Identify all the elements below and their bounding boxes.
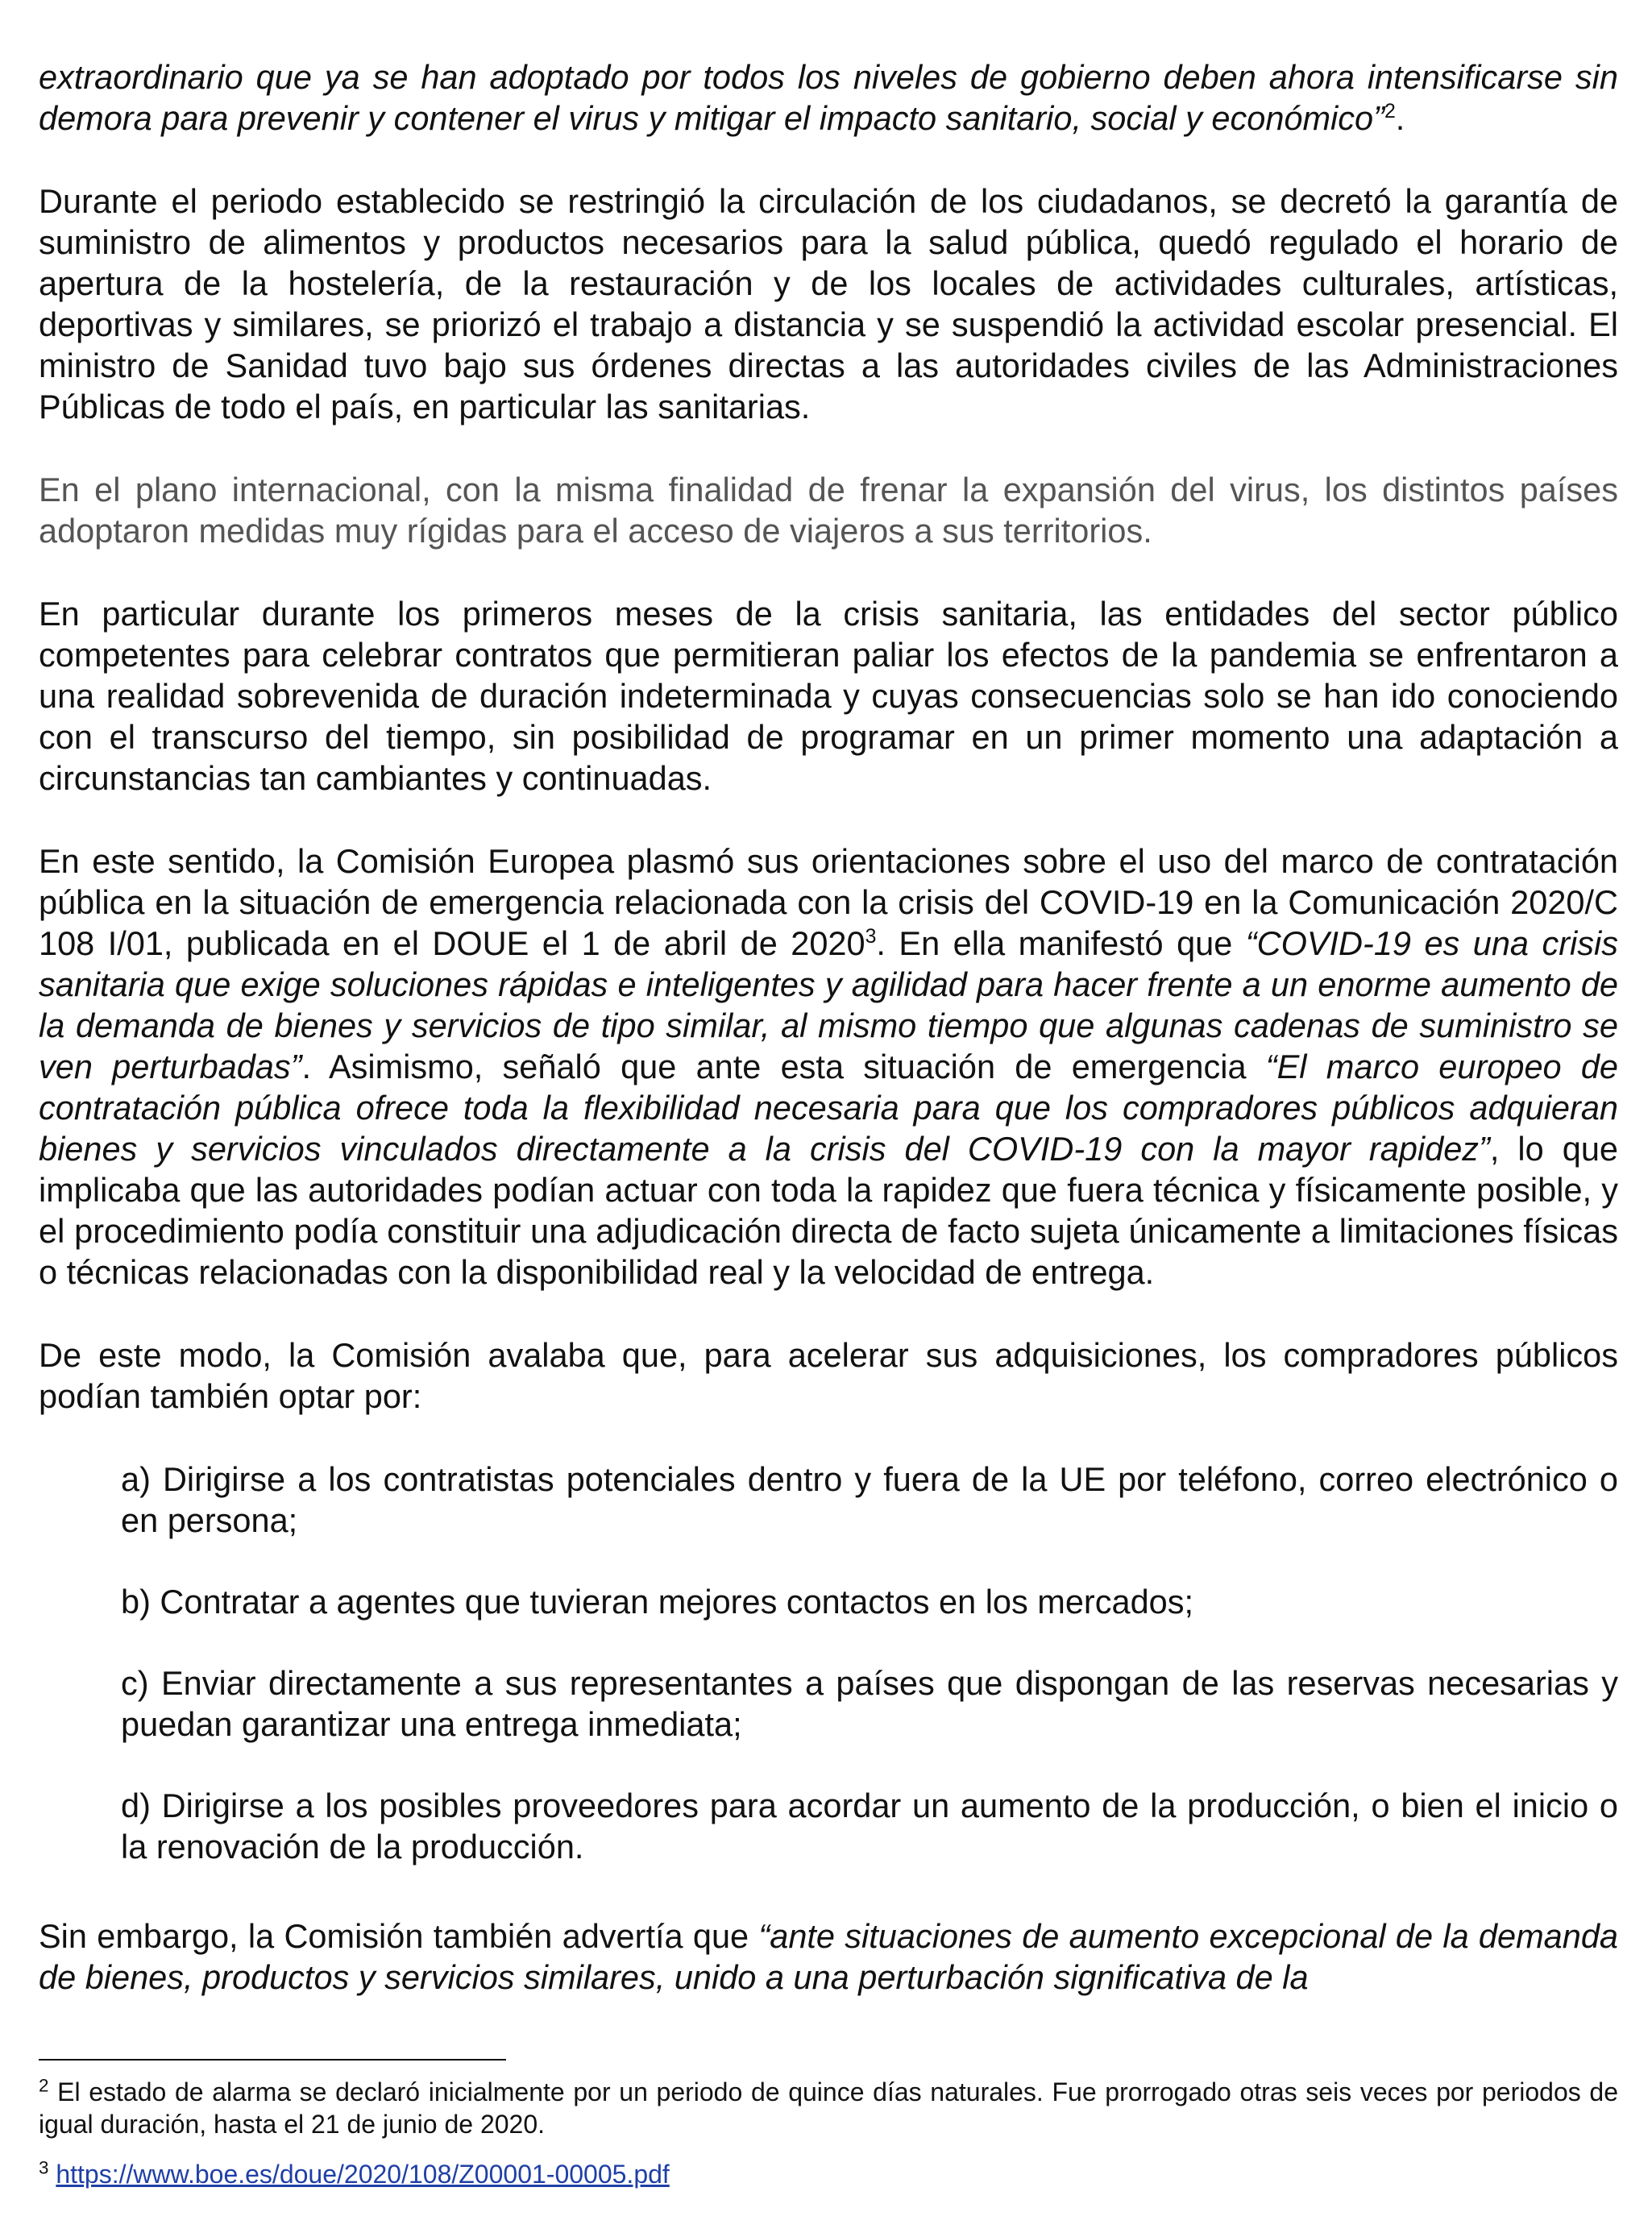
- footnote-number: 3: [39, 2157, 49, 2178]
- footnote-separator: [39, 2059, 506, 2061]
- options-list: [39, 1459, 1618, 1867]
- italic-quote: “COVID-19 es una crisis sanitaria que exige soluciones rápidas e inteligentes y agilidad para hacer frente a un enorme aumento de la demanda de bienes y servicios de tipo similar, al mismo tiempo que algunas cadenas de suministro se ven perturbadas”: [39, 924, 1618, 1085]
- italic-quote: “El marco europeo de contratación pública ofrece toda la flexibilidad necesaria para que los compradores públicos adquieran bienes y servicios vinculados directamente a la crisis del COVID-19 con la mayor rapidez”: [39, 1048, 1619, 1168]
- paragraph-however: Sin embargo, la Comisión también advertía que “ante situaciones de aumento excepcional de la demanda de bienes, productos y servicios similares, unido a una perturbación significativa de la: [39, 1917, 1618, 1996]
- footnotes: [39, 2076, 1618, 2208]
- paragraph-first-months: En particular durante los primeros meses de la crisis sanitaria, las entidades del sector público competentes para celebrar contratos que permitieran paliar los efectos de la pandemia se enfrentaron a una realidad sobrevenida de duración indeterminada y cuyas consecuencias solo se han ido conociendo con el transcurso del tiempo, sin posibilidad de programar en un primer momento una adaptación a circunstancias tan cambiantes y continuadas.: [39, 595, 1618, 797]
- footnote-3: [39, 2158, 1618, 2190]
- list-item: b) Contratar a agentes que tuvieran mejores contactos en los mercados;: [121, 1583, 1194, 1621]
- footnote-2: $^2$ El estado de alarma se declaró inicialmente por un periodo de quince días naturales. Fue prorrogado otras seis veces por periodos de igual duración, hasta el 21 de junio de 2020.: [39, 2075, 1618, 2139]
- list-item: d) Dirigirse a los posibles proveedores para acordar un aumento de la producción, o bien el inicio o la renovación de la producción.: [121, 1787, 1618, 1866]
- boe-link[interactable]: https://www.boe.es/doue/2020/108/Z00001-00005.pdf: [56, 2160, 670, 2189]
- italic-quote: “ante situaciones de aumento excepcional de la demanda de bienes, productos y servicios similares, unido a una perturbación significativa de la: [39, 1917, 1618, 1996]
- footnote-number: 2: [39, 2075, 49, 2096]
- paragraph-international: En el plano internacional, con la misma finalidad de frenar la expansión del virus, los distintos países adoptaron medidas muy rígidas para el acceso de viajeros a sus territorios.: [39, 471, 1618, 550]
- paragraph-options-intro: De este modo, la Comisión avalaba que, para acelerar sus adquisiciones, los compradores públicos podían también optar por:: [39, 1336, 1618, 1415]
- paragraph-restrictions: Durante el periodo establecido se restringió la circulación de los ciudadanos, se decretó la garantía de suministro de alimentos y productos necesarios para la salud pública, quedó regulado el horario de apertura de la hostelería, de la restauración y de los locales de actividades culturales, artísticas, deportivas y similares, se priorizó el trabajo a distancia y se suspendió la actividad escolar presencial. El ministro de Sanidad tuvo bajo sus órdenes directas a las autoridades civiles de las Administraciones Públicas de todo el país, en particular las sanitarias.: [39, 182, 1618, 425]
- paragraph-quote-continuation: extraordinario que ya se han adoptado por todos los niveles de gobierno deben ahora intensificarse sin demora para prevenir y contener el virus y mitigar el impacto sanitario, social y económico”$^2$.: [39, 58, 1618, 137]
- footnote-ref-2[interactable]: 2: [1384, 100, 1396, 123]
- footnote-ref-3[interactable]: 3: [865, 925, 877, 948]
- paragraph-european-commission: En este sentido, la Comisión Europea plasmó sus orientaciones sobre el uso del marco de contratación pública en la situación de emergencia relacionada con la crisis del COVID-19 en la Comunicación 2020/C 108 I/01, publicada en el DOUE el 1 de abril de 2020$^3$. En ella manifestó que “COVID-19 es una crisis sanitaria que exige soluciones rápidas e inteligentes y agilidad para hacer frente a un enorme aumento de la demanda de bienes y servicios de tipo similar, al mismo tiempo que algunas cadenas de suministro se ven perturbadas”. Asimismo, señaló que ante esta situación de emergencia “El marco europeo de contratación pública ofrece toda la flexibilidad necesaria para que los compradores públicos adquieran bienes y servicios vinculados directamente a la crisis del COVID-19 con la mayor rapidez”, lo que implicaba que las autoridades podían actuar con toda la rapidez que fuera técnica y físicamente posible, y el procedimiento podía constituir una adjudicación directa de facto sujeta únicamente a limitaciones físicas o técnicas relacionadas con la disponibilidad real y la velocidad de entrega.: [39, 842, 1619, 1291]
- document-body: [39, 56, 1618, 2040]
- list-item: c) Enviar directamente a sus representantes a países que dispongan de las reservas necesarias y puedan garantizar una entrega inmediata;: [121, 1664, 1618, 1743]
- list-item: a) Dirigirse a los contratistas potenciales dentro y fuera de la UE por teléfono, correo electrónico o en persona;: [121, 1460, 1618, 1539]
- italic-quote: extraordinario que ya se han adoptado por todos los niveles de gobierno deben ahora intensificarse sin demora para prevenir y contener el virus y mitigar el impacto sanitario, social y económico”: [39, 58, 1618, 137]
